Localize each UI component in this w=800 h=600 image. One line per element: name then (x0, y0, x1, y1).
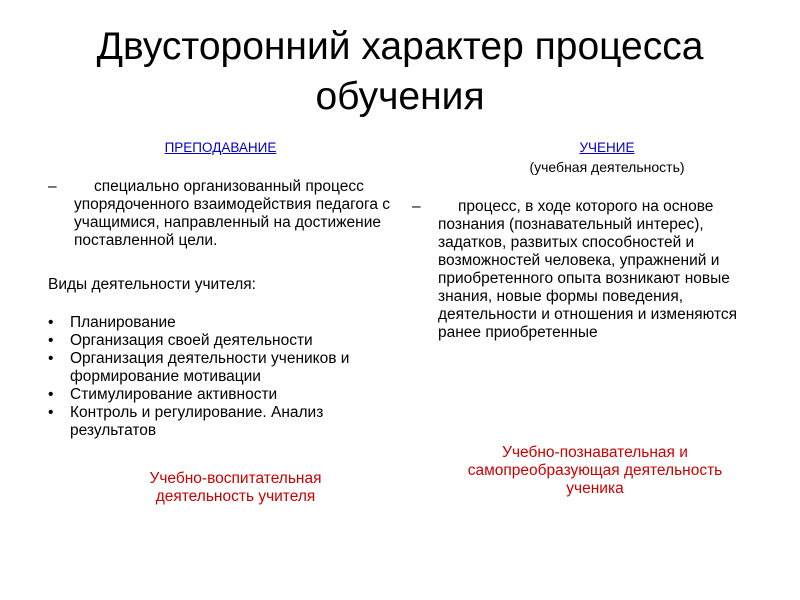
teaching-definition-text: специально организованный процесс упорядоченного взаимодействия педагога с учащимися, направленный на достижение поставленной цели. (74, 178, 391, 249)
dash-marker: – (48, 178, 57, 195)
learning-definition-text: процесс, в ходе которого на основе познания (познавательный интерес), задатков, развитых способностей и возможностей человека, упражнений и приобретенного опыта возникают новые знания, новые формы поведения, деятельности и отношения и изменяются ранее приобретенные (438, 198, 738, 341)
bullet-icon: • (48, 350, 54, 367)
slide-title (0, 22, 800, 122)
left-column-teaching (48, 140, 393, 506)
list-item: • Планирование (48, 314, 176, 331)
list-item: • Организация своей деятельности (48, 332, 313, 349)
bullet-icon: • (48, 404, 54, 421)
teaching-heading-link[interactable]: ПРЕПОДАВАНИЕ (164, 140, 277, 155)
right-column-learning (412, 140, 762, 498)
learning-heading-link[interactable]: УЧЕНИЕ (579, 140, 635, 155)
list-item: • Организация деятельности учеников и формирование мотивации (48, 350, 350, 385)
bullet-icon: • (48, 332, 54, 349)
learning-definition (412, 198, 762, 342)
bullet-icon: • (48, 386, 54, 403)
list-item: • Стимулирование активности (48, 386, 278, 403)
teaching-conclusion: Учебно-воспитательная деятельность учителя (149, 470, 322, 505)
teacher-activities-label: Виды деятельности учителя: (48, 276, 256, 293)
learning-conclusion: Учебно-познавательная и самопреобразующая деятельность ученика (467, 444, 723, 497)
learning-subheading: (учебная деятельность) (529, 159, 685, 175)
dash-marker: – (412, 198, 421, 215)
slide-title-line1: Двусторонний характер процесса (96, 25, 704, 68)
bullet-icon: • (48, 314, 54, 331)
teaching-definition (48, 178, 393, 250)
slide-title-line2: обучения (315, 75, 485, 118)
teacher-activities-list (48, 314, 393, 440)
list-item: • Контроль и регулирование. Анализ результатов (48, 404, 324, 439)
